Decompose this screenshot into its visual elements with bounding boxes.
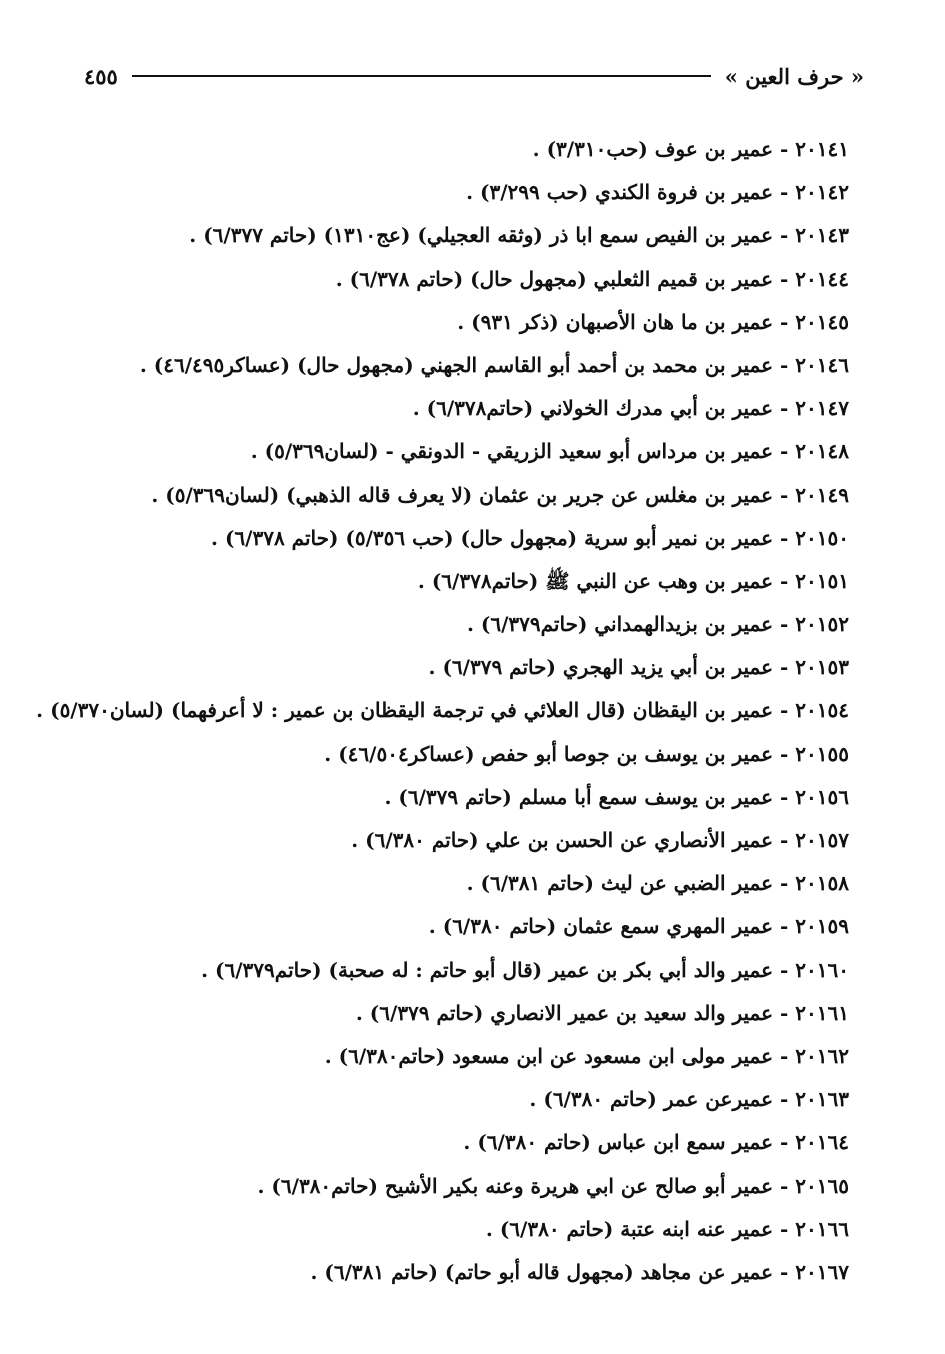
entry-text: عمير الضبي عن ليث (حاتم ٦/٣٨١) .: [466, 871, 774, 896]
entry-number: ٢٠١٦٣: [795, 1087, 849, 1112]
entry-number: ٢٠١٥٠: [795, 525, 849, 550]
entry-separator: -: [773, 612, 796, 637]
list-item: [69, 1078, 849, 1121]
list-item: [69, 301, 849, 344]
list-item: [69, 560, 849, 603]
page-header-title: « حرف العين »: [724, 63, 864, 89]
entry-text: عمير بن ما هان الأصبهان (ذكر ٩٣١) .: [457, 309, 774, 334]
list-item: [69, 517, 849, 560]
entry-text: عمير بن أبي يزيد الهجري (حاتم ٦/٣٧٩) .: [428, 655, 774, 680]
entry-number: ٢٠١٥٣: [795, 655, 849, 680]
entry-separator: -: [773, 1216, 796, 1241]
list-item: [69, 258, 849, 301]
entry-text: عمير بن بزيدالهمداني (حاتم٦/٣٧٩) .: [466, 612, 774, 637]
entry-text: عمير بن يوسف سمع أبا مسلم (حاتم ٦/٣٧٩) .: [384, 784, 774, 809]
entry-separator: -: [773, 180, 796, 205]
list-item: [69, 646, 849, 689]
entry-separator: -: [773, 568, 796, 593]
list-item: [69, 992, 849, 1035]
entry-separator: -: [773, 482, 796, 507]
entry-separator: -: [773, 525, 796, 550]
entry-number: ٢٠١٥٢: [795, 612, 849, 637]
entry-text: عمير المهري سمع عثمان (حاتم ٦/٣٨٠) .: [428, 914, 774, 939]
entry-text: عمير بن عوف (حب٣/٣١٠) .: [532, 137, 774, 161]
entry-number: ٢٠١٦١: [795, 1000, 849, 1025]
entry-number: ٢٠١٥١: [795, 568, 849, 593]
entry-number: ٢٠١٤٩: [795, 482, 849, 507]
list-item: [69, 171, 849, 214]
entry-number: ٢٠١٥٧: [795, 828, 849, 852]
entry-text: عمير والد أبي بكر بن عمير (قال أبو حاتم : له صحبة) (حاتم٦/٣٧٩) .: [201, 957, 774, 982]
list-item: [69, 344, 849, 387]
entry-number: ٢٠١٦٥: [795, 1173, 849, 1198]
entry-number: ٢٠١٦٧: [795, 1259, 849, 1284]
entry-separator: -: [773, 1173, 796, 1198]
list-item: [69, 1208, 849, 1251]
page-header: [84, 58, 864, 94]
entry-text: عمير بن محمد بن أحمد أبو القاسم الجهني (مجهول حال) (عساكر٤٦/٤٩٥) .: [139, 352, 774, 377]
entry-separator: -: [773, 828, 796, 852]
list-item: [69, 819, 849, 862]
entry-number: ٢٠١٤١: [795, 137, 849, 161]
list-item: [69, 603, 849, 646]
list-item: [69, 733, 849, 776]
entry-text: عمير سمع ابن عباس (حاتم ٦/٣٨٠) .: [463, 1130, 774, 1155]
page-number: ٤٥٥: [84, 63, 118, 89]
list-item: [69, 1165, 849, 1208]
entry-number: ٢٠١٤٨: [795, 439, 849, 464]
list-item: [69, 1035, 849, 1078]
entry-text: عمير بن الفيص سمع ابا ذر (وثقه العجيلي) (عج١٣١٠) (حاتم ٦/٣٧٧) .: [189, 223, 774, 248]
entry-number: ٢٠١٤٦: [795, 352, 849, 377]
entry-number: ٢٠١٦٦: [795, 1216, 849, 1241]
list-item: [69, 1251, 849, 1294]
entry-separator: -: [773, 914, 796, 939]
entry-text: عمير بن اليقظان (قال العلائي في ترجمة اليقظان بن عمير : لا أعرفهما) (لسان٥/٣٧٠) .: [36, 698, 774, 723]
entry-separator: -: [773, 439, 796, 464]
entry-text: عمير بن فروة الكندي (حب ٣/٢٩٩) .: [466, 180, 774, 205]
list-item: [69, 1121, 849, 1164]
list-item: [69, 430, 849, 473]
entry-number: ٢٠١٤٢: [795, 180, 849, 205]
list-item: [69, 949, 849, 992]
list-item: [69, 214, 849, 257]
entry-separator: -: [773, 223, 796, 248]
entry-number: ٢٠١٦٢: [795, 1043, 849, 1068]
header-rule: [132, 75, 711, 77]
entry-number: ٢٠١٥٤: [795, 698, 849, 723]
entry-text: عمير أبو صالح عن ابي هريرة وعنه بكير الأشيح (حاتم٦/٣٨٠) .: [257, 1173, 774, 1198]
entry-separator: -: [773, 1259, 796, 1284]
entry-separator: -: [773, 1000, 796, 1025]
entry-text: عمير والد سعيد بن عمير الانصاري (حاتم ٦/٣٧٩) .: [355, 1000, 774, 1025]
entry-separator: -: [773, 309, 796, 334]
entry-separator: -: [773, 698, 796, 723]
entry-number: ٢٠١٦٤: [795, 1130, 849, 1155]
entry-separator: -: [773, 1130, 796, 1155]
entry-separator: -: [773, 784, 796, 809]
entry-separator: -: [773, 352, 796, 377]
entry-number: ٢٠١٥٩: [795, 914, 849, 939]
entry-separator: -: [773, 741, 796, 766]
entry-text: عمير الأنصاري عن الحسن بن علي (حاتم ٦/٣٨٠) .: [351, 828, 774, 852]
list-item: [69, 128, 849, 171]
entry-number: ٢٠١٥٥: [795, 741, 849, 766]
entry-text: عمير مولى ابن مسعود عن ابن مسعود (حاتم٦/٣٨٠) .: [324, 1043, 774, 1068]
entry-list: [36, 128, 849, 1294]
entry-text: عمير بن نمير أبو سرية (مجهول حال) (حب ٥/٣٥٦) (حاتم ٦/٣٧٨) .: [211, 525, 774, 550]
entry-text: عمير بن مغلس عن جرير بن عثمان (لا يعرف قاله الذهبي) (لسان٥/٣٦٩) .: [151, 482, 774, 507]
entry-separator: -: [773, 266, 796, 291]
entry-text: عمير بن يوسف بن جوصا أبو حفص (عساكر٤٦/٥٠٤) .: [324, 741, 774, 766]
entry-separator: -: [773, 137, 796, 161]
entry-number: ٢٠١٤٧: [795, 396, 849, 421]
entry-text: عميرعن عمر (حاتم ٦/٣٨٠) .: [529, 1087, 774, 1112]
entry-separator: -: [773, 396, 796, 421]
entry-separator: -: [773, 871, 796, 896]
list-item: [69, 905, 849, 948]
entry-text: عمير عنه ابنه عتبة (حاتم ٦/٣٨٠) .: [485, 1216, 774, 1241]
entry-text: عمير بن مرداس أبو سعيد الزريقي - الدونقي - (لسان٥/٣٦٩) .: [250, 439, 774, 464]
entry-text: عمير عن مجاهد (مجهول قاله أبو حاتم) (حاتم ٦/٣٨١) .: [310, 1259, 774, 1284]
entry-separator: -: [773, 1087, 796, 1112]
entry-number: ٢٠١٦٠: [795, 957, 849, 982]
entry-number: ٢٠١٤٤: [795, 266, 849, 291]
entry-number: ٢٠١٥٦: [795, 784, 849, 809]
entry-text: عمير بن قميم الثعلبي (مجهول حال) (حاتم ٦/٣٧٨) .: [335, 266, 774, 291]
entry-separator: -: [773, 1043, 796, 1068]
list-item: [69, 387, 849, 430]
entry-number: ٢٠١٥٨: [795, 871, 849, 896]
entry-number: ٢٠١٤٥: [795, 309, 849, 334]
list-item: [69, 862, 849, 905]
list-item: [69, 776, 849, 819]
entry-text: عمير بن أبي مدرك الخولاني (حاتم٦/٣٧٨) .: [412, 396, 774, 421]
entry-separator: -: [773, 957, 796, 982]
list-item: [69, 474, 849, 517]
entry-number: ٢٠١٤٣: [795, 223, 849, 248]
entry-text: عمير بن وهب عن النبي ﷺ (حاتم٦/٣٧٨) .: [417, 568, 774, 593]
entry-separator: -: [773, 655, 796, 680]
list-item: [36, 689, 849, 732]
